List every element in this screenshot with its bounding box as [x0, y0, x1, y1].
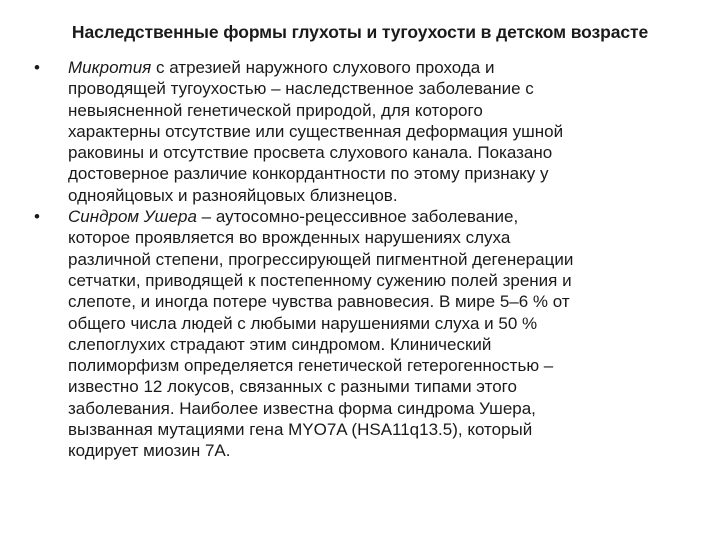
slide-body [34, 57, 694, 462]
bullet-line: кодирует миозин 7A. [68, 441, 231, 461]
bullet-line: слепоглухих страдают этим синдромом. Клинический [68, 334, 492, 354]
bullet-text: с атрезией наружного слухового прохода и [151, 58, 495, 77]
bullet-line: полиморфизм определяется генетической гетерогенностью – [68, 356, 554, 376]
bullet-item-microtia [34, 57, 694, 206]
bullet-term: Синдром Ушера [68, 207, 197, 227]
bullet-line [68, 206, 694, 227]
bullet-line: общего числа людей с любыми нарушениями слуха и 50 % [68, 313, 538, 333]
bullet-line: сетчатки, приводящей к постепенному сужению полей зрения и [68, 270, 572, 290]
bullet-line: достоверное различие конкордантности по этому признаку у [68, 164, 549, 184]
bullet-line: однояйцовых и разнояйцовых близнецов. [68, 185, 398, 205]
bullet-line: заболевания. Наиболее известна форма синдрома Ушера, [68, 398, 536, 418]
bullet-marker: • [34, 58, 40, 77]
bullet-line: раковины и отсутствие просвета слухового канала. Показано [68, 143, 553, 163]
bullet-line: известно 12 локусов, связанных с разными типами этого [68, 377, 517, 397]
bullet-line: которое проявляется во врожденных нарушениях слуха [68, 228, 511, 248]
bullet-line: вызванная мутациями гена MYO7A (HSA11q13.5), который [68, 420, 533, 440]
slide-title: Наследственные формы глухоты и тугоухости в детском возрасте [71, 22, 649, 42]
bullet-line [68, 57, 694, 78]
bullet-line: различной степени, прогрессирующей пигментной дегенерации [68, 249, 574, 269]
bullet-line: характерны отсутствие или существенная деформация ушной [68, 121, 564, 141]
bullet-term: Микротия [68, 58, 152, 77]
bullet-line: слепоте, и иногда потере чувства равновесия. В мире 5–6 % от [68, 292, 570, 312]
bullet-line: проводящей тугоухостью – наследственное заболевание с [68, 79, 534, 99]
bullet-line: невыясненной генетической природой, для которого [68, 100, 483, 120]
bullet-text: – аутосомно-рецессивное заболевание, [196, 207, 519, 227]
bullet-marker: • [34, 207, 40, 227]
bullet-item-usher-syndrome [34, 206, 694, 462]
